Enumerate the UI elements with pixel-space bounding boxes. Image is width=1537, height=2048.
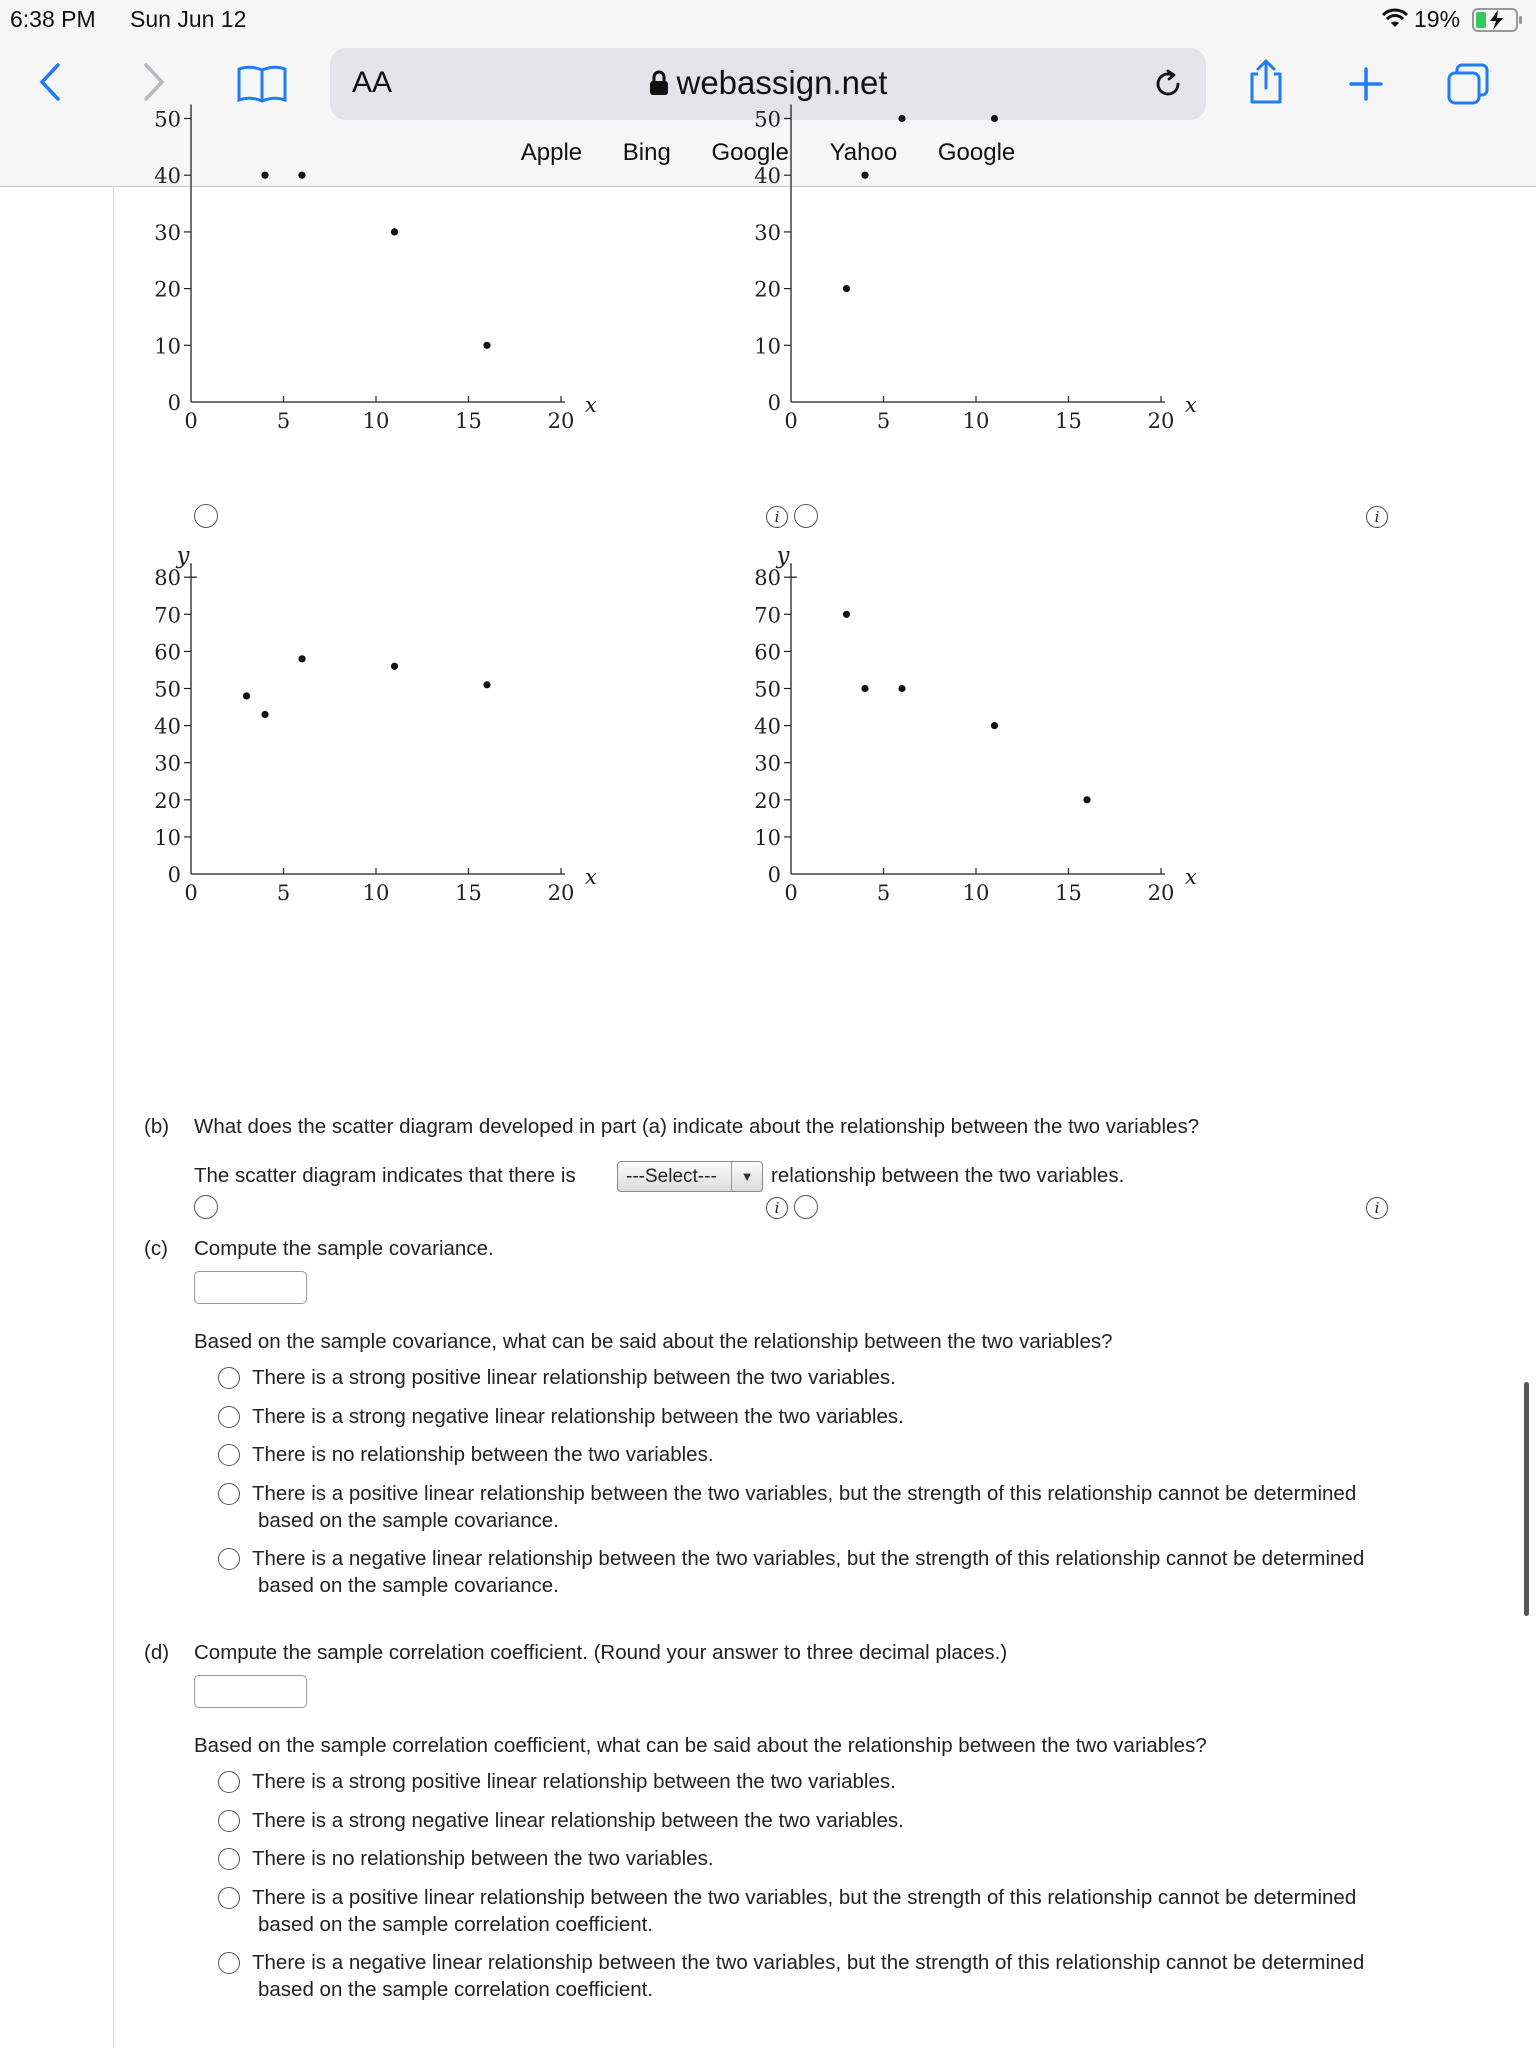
data-point bbox=[391, 228, 398, 235]
info-icon[interactable]: i bbox=[1366, 1197, 1388, 1219]
x-tick-label: 20 bbox=[547, 881, 575, 905]
y-tick-label: 20 bbox=[754, 277, 781, 302]
status-date: Sun Jun 12 bbox=[130, 6, 247, 32]
data-point bbox=[391, 663, 398, 670]
data-point bbox=[261, 711, 268, 718]
y-tick-label: 0 bbox=[167, 391, 181, 415]
radio-button[interactable] bbox=[218, 1810, 240, 1832]
y-tick-label: 10 bbox=[754, 334, 781, 359]
data-point bbox=[861, 172, 868, 179]
data-point bbox=[243, 692, 250, 699]
part-c-question bbox=[144, 1237, 494, 1261]
x-tick-label: 20 bbox=[547, 409, 575, 433]
x-tick-label: 10 bbox=[362, 409, 390, 433]
url-field[interactable] bbox=[330, 64, 1206, 102]
x-tick-label: 10 bbox=[962, 881, 990, 905]
covariance-input[interactable] bbox=[194, 1271, 307, 1304]
data-point bbox=[843, 611, 850, 618]
radio-button[interactable] bbox=[218, 1848, 240, 1870]
part-c-label: (c) bbox=[144, 1237, 168, 1260]
y-tick-label: 80 bbox=[754, 566, 781, 591]
x-tick-label: 20 bbox=[1147, 409, 1175, 433]
x-tick-label: 0 bbox=[184, 881, 198, 905]
tabs-overview-icon[interactable] bbox=[1446, 62, 1490, 111]
relationship-select-value: ---Select--- bbox=[626, 1166, 717, 1187]
y-tick-label: 50 bbox=[754, 107, 781, 132]
x-tick-label: 10 bbox=[962, 409, 990, 433]
info-icon[interactable]: i bbox=[766, 1197, 788, 1219]
favorite-apple[interactable]: Apple bbox=[520, 139, 583, 166]
radio-button[interactable] bbox=[218, 1444, 240, 1466]
part-d-label: (d) bbox=[144, 1641, 170, 1664]
browser-chrome bbox=[0, 0, 1536, 187]
part-b-sentence-end bbox=[771, 1164, 1124, 1188]
option-text: There is a strong negative linear relationship between the two variables. bbox=[252, 1809, 904, 1832]
data-point bbox=[298, 172, 305, 179]
battery-percent: 19% bbox=[1414, 6, 1461, 32]
x-tick-label: 5 bbox=[276, 881, 291, 905]
option-text: There is a strong negative linear relationship between the two variables. bbox=[252, 1405, 904, 1428]
correlation-input[interactable] bbox=[194, 1675, 307, 1708]
data-point bbox=[483, 681, 490, 688]
correlation-option-4[interactable] bbox=[218, 1884, 1356, 1938]
x-tick-label: 0 bbox=[184, 409, 198, 433]
x-tick-label: 5 bbox=[876, 409, 891, 433]
graph-option-radio-1[interactable] bbox=[194, 504, 218, 528]
x-tick-label: 15 bbox=[1055, 881, 1082, 905]
radio-button[interactable] bbox=[218, 1548, 240, 1570]
x-tick-label: 0 bbox=[784, 881, 798, 905]
part-b-label: (b) bbox=[144, 1115, 170, 1138]
graph-option-radio-2[interactable] bbox=[794, 504, 818, 528]
option-text: There is no relationship between the two variables. bbox=[252, 1443, 714, 1466]
data-point bbox=[898, 685, 905, 692]
bookmarks-icon[interactable] bbox=[236, 64, 288, 109]
x-tick-label: 15 bbox=[1055, 409, 1082, 433]
data-point bbox=[991, 115, 998, 122]
radio-button[interactable] bbox=[218, 1771, 240, 1793]
correlation-option-3[interactable] bbox=[218, 1845, 714, 1872]
part-d-question-text: Compute the sample correlation coefficient. (Round your answer to three decimal places.) bbox=[194, 1641, 1008, 1664]
favorites-bar bbox=[0, 139, 1536, 167]
y-tick-label: 0 bbox=[767, 391, 781, 415]
share-icon[interactable] bbox=[1248, 58, 1284, 111]
option-text: There is a strong positive linear relationship between the two variables. bbox=[252, 1366, 896, 1389]
data-point bbox=[483, 342, 490, 349]
x-axis-label: x bbox=[1185, 865, 1197, 889]
y-tick-label: 30 bbox=[154, 220, 181, 245]
radio-button[interactable] bbox=[218, 1483, 240, 1505]
y-tick-label: 0 bbox=[767, 863, 781, 887]
part-c-followup: Based on the sample covariance, what can be said about the relationship between the two variables? bbox=[194, 1330, 1113, 1353]
y-tick-label: 50 bbox=[154, 107, 181, 132]
y-tick-label: 10 bbox=[754, 825, 781, 850]
y-tick-label: 0 bbox=[167, 863, 181, 887]
radio-button[interactable] bbox=[218, 1367, 240, 1389]
option-text: There is a positive linear relationship between the two variables, but the strength of this relationship cannot be determined bbox=[252, 1482, 1357, 1505]
favorite-google[interactable]: Google bbox=[711, 139, 789, 166]
y-tick-label: 80 bbox=[154, 566, 181, 591]
graph-option-radio-3[interactable] bbox=[194, 1195, 218, 1219]
page-scrollbar[interactable] bbox=[1524, 1382, 1529, 1616]
y-tick-label: 60 bbox=[754, 640, 781, 665]
option-text: There is a strong positive linear relationship between the two variables. bbox=[252, 1770, 896, 1793]
reload-icon[interactable] bbox=[1152, 68, 1184, 105]
x-axis-label: x bbox=[585, 393, 597, 417]
x-tick-label: 5 bbox=[276, 409, 291, 433]
forward-icon[interactable] bbox=[142, 62, 166, 107]
new-tab-plus-icon[interactable] bbox=[1348, 66, 1384, 107]
option-text-continued: based on the sample correlation coefficient. bbox=[258, 1913, 654, 1936]
option-text: There is a negative linear relationship between the two variables, but the strength of this relationship cannot be determined bbox=[252, 1951, 1365, 1974]
y-tick-label: 20 bbox=[754, 788, 781, 813]
option-text-continued: based on the sample covariance. bbox=[258, 1509, 559, 1532]
relationship-select[interactable] bbox=[617, 1161, 763, 1192]
option-text: There is a negative linear relationship between the two variables, but the strength of this relationship cannot be determined bbox=[252, 1547, 1365, 1570]
radio-button[interactable] bbox=[218, 1952, 240, 1974]
part-b-sentence-before: The scatter diagram indicates that there is bbox=[194, 1164, 576, 1187]
part-c-question-text: Compute the sample covariance. bbox=[194, 1237, 494, 1260]
y-tick-label: 10 bbox=[154, 825, 181, 850]
correlation-option-5[interactable] bbox=[218, 1949, 1364, 2003]
y-tick-label: 30 bbox=[154, 751, 181, 776]
url-text: webassign.net bbox=[676, 64, 888, 101]
data-point bbox=[298, 655, 305, 662]
y-tick-label: 70 bbox=[154, 603, 181, 628]
x-tick-label: 5 bbox=[876, 881, 891, 905]
part-b-sentence bbox=[194, 1164, 576, 1188]
data-point bbox=[991, 722, 998, 729]
dropdown-arrow-icon: ▼ bbox=[731, 1162, 762, 1191]
x-tick-label: 15 bbox=[455, 409, 482, 433]
option-text: There is no relationship between the two variables. bbox=[252, 1847, 714, 1870]
scatter-plot-bottom-left bbox=[114, 543, 814, 936]
y-axis-label: y bbox=[776, 543, 790, 570]
x-tick-label: 0 bbox=[784, 409, 798, 433]
y-tick-label: 30 bbox=[754, 220, 781, 245]
part-d-followup: Based on the sample correlation coefficient, what can be said about the relationship between the two variables? bbox=[194, 1734, 1207, 1757]
back-icon[interactable] bbox=[38, 62, 62, 107]
covariance-option-3[interactable] bbox=[218, 1441, 714, 1468]
y-tick-label: 10 bbox=[154, 334, 181, 359]
lock-icon bbox=[649, 70, 669, 96]
reader-text-size-button[interactable]: AA bbox=[352, 66, 393, 99]
scatter-plot-bottom-right bbox=[714, 543, 1414, 936]
x-axis-label: x bbox=[585, 865, 597, 889]
option-text-continued: based on the sample covariance. bbox=[258, 1574, 559, 1597]
option-text: There is a positive linear relationship between the two variables, but the strength of this relationship cannot be determined bbox=[252, 1886, 1357, 1909]
favorite-google-2[interactable]: Google bbox=[937, 139, 1016, 166]
data-point bbox=[861, 685, 868, 692]
graph-option-radio-4[interactable] bbox=[794, 1195, 818, 1219]
data-point bbox=[261, 172, 268, 179]
part-b-question-text: What does the scatter diagram developed in part (a) indicate about the relationship between the two variables? bbox=[194, 1115, 1200, 1138]
battery-charging-icon bbox=[1472, 8, 1524, 37]
x-tick-label: 15 bbox=[455, 881, 482, 905]
radio-button[interactable] bbox=[218, 1887, 240, 1909]
correlation-option-1[interactable] bbox=[218, 1768, 896, 1795]
y-tick-label: 50 bbox=[154, 677, 181, 702]
y-tick-label: 20 bbox=[154, 277, 181, 302]
y-tick-label: 70 bbox=[754, 603, 781, 628]
part-d-question bbox=[144, 1641, 1007, 1665]
correlation-option-2[interactable] bbox=[218, 1807, 904, 1834]
info-icon[interactable]: i bbox=[1366, 506, 1388, 528]
y-tick-label: 40 bbox=[154, 714, 181, 739]
x-axis-label: x bbox=[1185, 393, 1197, 417]
y-tick-label: 40 bbox=[754, 164, 781, 189]
x-tick-label: 20 bbox=[1147, 881, 1175, 905]
y-axis-label: y bbox=[176, 543, 190, 570]
info-icon[interactable]: i bbox=[766, 506, 788, 528]
covariance-option-1[interactable] bbox=[218, 1364, 896, 1391]
y-tick-label: 20 bbox=[154, 788, 181, 813]
part-b-question bbox=[144, 1115, 1199, 1139]
data-point bbox=[843, 285, 850, 292]
y-tick-label: 30 bbox=[754, 751, 781, 776]
part-b-sentence-after: relationship between the two variables. bbox=[771, 1164, 1125, 1187]
radio-button[interactable] bbox=[218, 1406, 240, 1428]
data-point bbox=[898, 115, 905, 122]
covariance-option-2[interactable] bbox=[218, 1403, 904, 1430]
status-time: 6:38 PM bbox=[10, 6, 96, 32]
favorite-bing[interactable]: Bing bbox=[622, 139, 671, 166]
covariance-option-5[interactable] bbox=[218, 1545, 1364, 1599]
option-text-continued: based on the sample correlation coefficient. bbox=[258, 1978, 654, 2001]
y-tick-label: 40 bbox=[754, 714, 781, 739]
y-tick-label: 60 bbox=[154, 640, 181, 665]
x-tick-label: 10 bbox=[362, 881, 390, 905]
wifi-icon bbox=[1382, 8, 1408, 33]
y-tick-label: 40 bbox=[154, 164, 181, 189]
covariance-option-4[interactable] bbox=[218, 1480, 1356, 1534]
data-point bbox=[1083, 796, 1090, 803]
favorite-yahoo[interactable]: Yahoo bbox=[829, 139, 898, 166]
y-tick-label: 50 bbox=[754, 677, 781, 702]
